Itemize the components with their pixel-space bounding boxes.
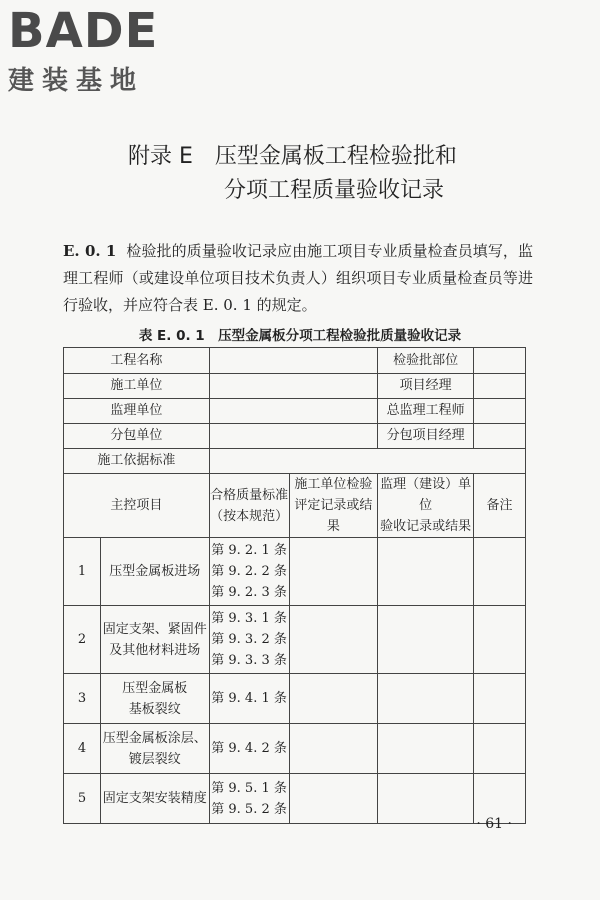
item-row bbox=[64, 674, 526, 724]
header-value-cell[interactable] bbox=[474, 348, 526, 374]
header-row bbox=[64, 348, 526, 374]
item-name bbox=[100, 606, 209, 674]
supervisor-record-cell[interactable] bbox=[378, 674, 474, 724]
item-name bbox=[100, 774, 209, 824]
col-remarks: 备注 bbox=[474, 474, 526, 538]
col-contractor bbox=[289, 474, 378, 538]
contractor-record-cell[interactable] bbox=[289, 774, 378, 824]
header-value-cell[interactable] bbox=[209, 424, 378, 449]
col-supervisor bbox=[378, 474, 474, 538]
logo bbox=[8, 3, 183, 97]
column-header-row bbox=[64, 474, 526, 538]
remarks-cell[interactable] bbox=[474, 724, 526, 774]
header-value-cell[interactable] bbox=[474, 399, 526, 424]
header-label: 总监理工程师 bbox=[378, 399, 474, 424]
item-number: 2 bbox=[64, 606, 101, 674]
intro-paragraph bbox=[63, 238, 533, 319]
header-label: 项目经理 bbox=[378, 374, 474, 399]
clause-ref: 第 9. 2. 1 条 bbox=[211, 543, 287, 558]
header-row bbox=[64, 424, 526, 449]
supervisor-record-cell[interactable] bbox=[378, 774, 474, 824]
col-supervisor-line1: 监理（建设）单位 bbox=[380, 477, 472, 513]
item-clauses bbox=[209, 674, 289, 724]
header-row bbox=[64, 374, 526, 399]
clause-ref: 第 9. 5. 1 条 bbox=[211, 780, 287, 796]
basis-value-cell[interactable] bbox=[209, 449, 525, 474]
clause-ref: 第 9. 3. 3 条 bbox=[211, 653, 287, 668]
header-value-cell[interactable] bbox=[209, 348, 378, 374]
header-label: 分包单位 bbox=[64, 424, 210, 449]
contractor-record-cell[interactable] bbox=[289, 538, 378, 606]
clause-number: E. 0. 1 bbox=[63, 242, 117, 260]
item-name bbox=[100, 674, 209, 724]
clause-ref: 第 9. 3. 1 条 bbox=[211, 611, 287, 626]
logo-subtitle: 建装基地 bbox=[8, 66, 145, 96]
item-number: 5 bbox=[64, 774, 101, 824]
header-label: 工程名称 bbox=[64, 348, 210, 374]
logo-wordmark: BADE bbox=[8, 3, 159, 59]
item-clauses bbox=[209, 538, 289, 606]
col-supervisor-line2: 验收记录或结果 bbox=[380, 519, 472, 534]
appendix-title-line1: 附录 E 压型金属板工程检验批和 bbox=[128, 144, 457, 169]
contractor-record-cell[interactable] bbox=[289, 724, 378, 774]
remarks-cell[interactable] bbox=[474, 674, 526, 724]
item-name-line: 固定支架、紧固件 bbox=[102, 621, 207, 637]
item-clauses bbox=[209, 774, 289, 824]
clause-ref: 第 9. 4. 2 条 bbox=[211, 741, 287, 756]
item-row bbox=[64, 724, 526, 774]
item-name-line: 压型金属板涂层、 bbox=[102, 730, 207, 746]
header-label: 分包项目经理 bbox=[378, 424, 474, 449]
header-value-cell[interactable] bbox=[474, 374, 526, 399]
col-standard bbox=[209, 474, 289, 538]
col-contractor-line2: 评定记录或结果 bbox=[294, 498, 373, 534]
supervisor-record-cell[interactable] bbox=[378, 606, 474, 674]
intro-text: 检验批的质量验收记录应由施工项目专业质量检查员填写，监理工程师（或建设单位项目技术负责人）组织项目专业质量检查员等进行验收，并应符合表 E. 0. 1 的规定。 bbox=[63, 242, 533, 314]
clause-ref: 第 9. 2. 3 条 bbox=[211, 585, 287, 600]
header-value-cell[interactable] bbox=[209, 399, 378, 424]
item-row bbox=[64, 774, 526, 824]
clause-ref: 第 9. 2. 2 条 bbox=[211, 564, 287, 579]
item-name bbox=[100, 724, 209, 774]
header-value-cell[interactable] bbox=[474, 424, 526, 449]
page-number: · 61 · bbox=[476, 816, 512, 832]
header-row bbox=[64, 399, 526, 424]
header-label: 施工单位 bbox=[64, 374, 210, 399]
item-name-line: 压型金属板 bbox=[122, 680, 188, 696]
table-caption: 表 E. 0. 1 压型金属板分项工程检验批质量验收记录 bbox=[138, 328, 462, 344]
header-value-cell[interactable] bbox=[209, 374, 378, 399]
item-row bbox=[64, 606, 526, 674]
item-clauses bbox=[209, 724, 289, 774]
item-row bbox=[64, 538, 526, 606]
item-number: 1 bbox=[64, 538, 101, 606]
item-name-line: 压型金属板进场 bbox=[109, 564, 201, 579]
header-label: 检验批部位 bbox=[378, 348, 474, 374]
col-standard-line2: （按本规范） bbox=[210, 508, 289, 524]
contractor-record-cell[interactable] bbox=[289, 606, 378, 674]
item-name-line: 基板裂纹 bbox=[128, 701, 181, 717]
basis-label: 施工依据标准 bbox=[64, 449, 210, 474]
item-name-line: 固定支架安装精度 bbox=[102, 791, 207, 806]
header-label: 监理单位 bbox=[64, 399, 210, 424]
item-name-line: 及其他材料进场 bbox=[109, 642, 201, 658]
clause-ref: 第 9. 3. 2 条 bbox=[211, 632, 287, 647]
clause-ref: 第 9. 5. 2 条 bbox=[211, 801, 287, 817]
basis-row bbox=[64, 449, 526, 474]
inspection-record-table bbox=[63, 347, 526, 824]
item-number: 4 bbox=[64, 724, 101, 774]
col-main-items: 主控项目 bbox=[64, 474, 210, 538]
clause-ref: 第 9. 4. 1 条 bbox=[211, 691, 287, 706]
item-name-line: 镀层裂纹 bbox=[128, 751, 181, 767]
remarks-cell[interactable] bbox=[474, 538, 526, 606]
remarks-cell[interactable] bbox=[474, 606, 526, 674]
item-number: 3 bbox=[64, 674, 101, 724]
appendix-title bbox=[0, 140, 600, 208]
item-clauses bbox=[209, 606, 289, 674]
item-name bbox=[100, 538, 209, 606]
col-standard-line1: 合格质量标准 bbox=[210, 487, 289, 503]
appendix-title-line2: 分项工程质量验收记录 bbox=[224, 178, 445, 203]
supervisor-record-cell[interactable] bbox=[378, 724, 474, 774]
col-contractor-line1: 施工单位检验 bbox=[294, 477, 373, 492]
contractor-record-cell[interactable] bbox=[289, 674, 378, 724]
supervisor-record-cell[interactable] bbox=[378, 538, 474, 606]
